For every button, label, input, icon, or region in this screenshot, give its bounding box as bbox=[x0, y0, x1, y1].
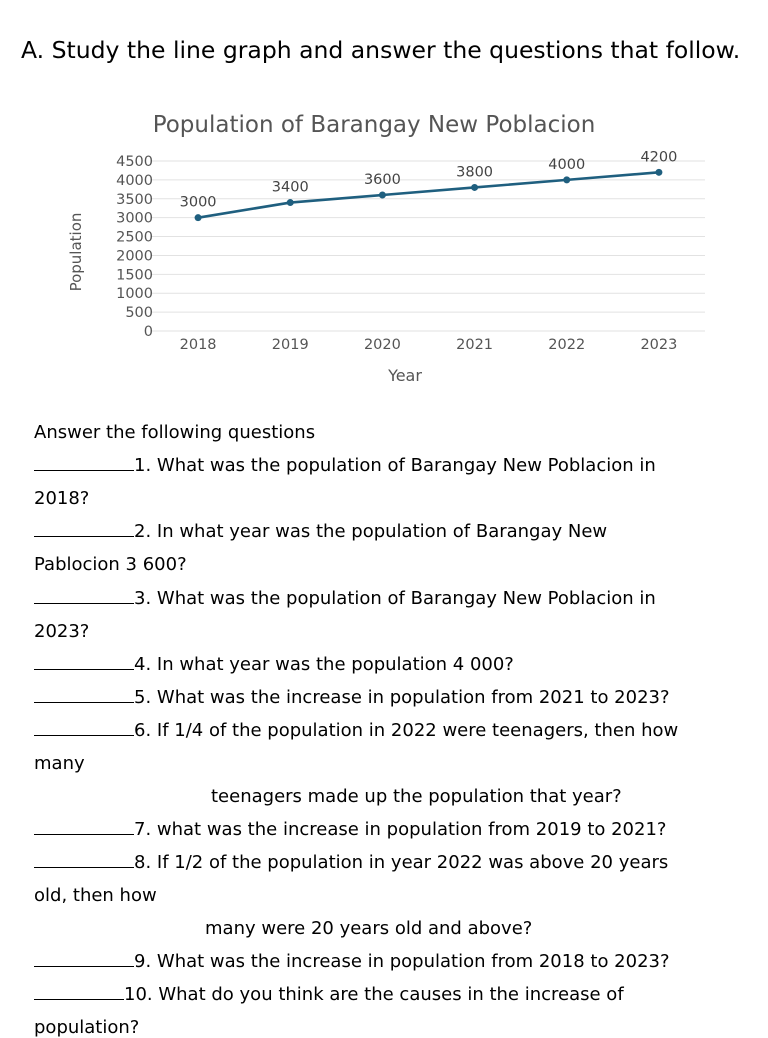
answer-blank-9[interactable] bbox=[34, 951, 134, 967]
y-tick-label: 3000 bbox=[116, 210, 153, 227]
y-tick-label: 2500 bbox=[116, 229, 153, 246]
question-1 bbox=[34, 455, 656, 476]
data-point-2019 bbox=[287, 199, 294, 206]
question-6-continuation: many bbox=[34, 753, 85, 774]
question-10-continuation: population? bbox=[34, 1017, 140, 1038]
chart-grid bbox=[152, 161, 705, 331]
y-tick-label: 500 bbox=[125, 305, 153, 322]
question-5 bbox=[34, 687, 670, 708]
answer-blank-1[interactable] bbox=[34, 455, 134, 471]
y-tick-label: 0 bbox=[143, 324, 153, 340]
question-10-text: 10. What do you think are the causes in the increase of bbox=[124, 984, 624, 1005]
question-8-continuation: old, then how bbox=[34, 885, 157, 906]
answer-blank-7[interactable] bbox=[34, 819, 134, 835]
question-1-continuation: 2018? bbox=[34, 488, 90, 509]
y-tick-label: 4000 bbox=[116, 172, 153, 189]
data-point-2022 bbox=[563, 176, 570, 183]
questions-intro: Answer the following questions bbox=[34, 422, 316, 443]
x-tick-label: 2022 bbox=[548, 337, 586, 353]
x-tick-label: 2021 bbox=[456, 337, 494, 353]
data-label-2021: 3800 bbox=[456, 164, 494, 181]
population-series-line bbox=[198, 172, 659, 217]
answer-blank-4[interactable] bbox=[34, 654, 134, 670]
data-point-2021 bbox=[471, 184, 478, 191]
question-2-continuation: Pablocion 3 600? bbox=[34, 554, 187, 575]
y-tick-label: 1000 bbox=[116, 286, 153, 303]
chart-title: Population of Barangay New Poblacion bbox=[152, 112, 596, 138]
answer-blank-10[interactable] bbox=[34, 984, 124, 1000]
data-point-2023 bbox=[655, 169, 662, 176]
question-7-text: 7. what was the increase in population from 2019 to 2021? bbox=[134, 819, 667, 840]
y-tick-label: 3500 bbox=[116, 191, 153, 208]
x-tick-label: 2023 bbox=[640, 337, 678, 353]
question-3-text: 3. What was the population of Barangay New Poblacion in bbox=[134, 588, 656, 609]
answer-blank-2[interactable] bbox=[34, 521, 134, 537]
answer-blank-8[interactable] bbox=[34, 852, 134, 868]
question-6-text: 6. If 1/4 of the population in 2022 were teenagers, then how bbox=[134, 720, 679, 741]
population-line-chart bbox=[60, 104, 720, 394]
data-point-2020 bbox=[379, 192, 386, 199]
x-tick-label: 2020 bbox=[363, 337, 401, 353]
answer-blank-5[interactable] bbox=[34, 687, 134, 703]
question-4 bbox=[34, 654, 514, 675]
y-tick-label: 2000 bbox=[116, 248, 153, 265]
question-5-text: 5. What was the increase in population from 2021 to 2023? bbox=[134, 687, 670, 708]
data-label-2022: 4000 bbox=[548, 156, 586, 173]
x-tick-label: 2019 bbox=[271, 337, 309, 353]
x-axis-ticks bbox=[180, 337, 678, 353]
question-6 bbox=[34, 720, 678, 741]
y-axis-ticks bbox=[116, 154, 153, 340]
question-6-continuation-2: teenagers made up the population that year? bbox=[211, 786, 622, 807]
question-2 bbox=[34, 521, 607, 542]
x-tick-label: 2018 bbox=[179, 337, 217, 353]
question-3-continuation: 2023? bbox=[34, 621, 90, 642]
data-point-2018 bbox=[195, 214, 202, 221]
question-8-continuation-2: many were 20 years old and above? bbox=[205, 918, 533, 939]
data-label-2020: 3600 bbox=[363, 172, 401, 188]
data-label-2019: 3400 bbox=[271, 179, 309, 196]
question-4-text: 4. In what year was the population 4 000? bbox=[134, 654, 514, 675]
question-7 bbox=[34, 819, 666, 840]
question-8 bbox=[34, 852, 668, 873]
question-8-text: 8. If 1/2 of the population in year 2022 was above 20 years bbox=[134, 852, 669, 873]
y-tick-label: 1500 bbox=[116, 267, 153, 284]
question-9-text: 9. What was the increase in population from 2018 to 2023? bbox=[134, 951, 670, 972]
x-axis-label: Year bbox=[388, 366, 422, 385]
y-tick-label: 4500 bbox=[116, 154, 153, 170]
y-axis-label: Population bbox=[67, 212, 85, 292]
page-heading: A. Study the line graph and answer the questions that follow. bbox=[21, 36, 741, 64]
answer-blank-3[interactable] bbox=[34, 588, 134, 604]
question-1-text: 1. What was the population of Barangay New Poblacion in bbox=[134, 455, 656, 476]
question-9 bbox=[34, 951, 670, 972]
data-label-2023: 4200 bbox=[640, 149, 678, 166]
data-label-2018: 3000 bbox=[179, 194, 217, 211]
question-10 bbox=[34, 984, 624, 1005]
question-3 bbox=[34, 588, 656, 609]
answer-blank-6[interactable] bbox=[34, 720, 134, 736]
question-2-text: 2. In what year was the population of Barangay New bbox=[134, 521, 608, 542]
